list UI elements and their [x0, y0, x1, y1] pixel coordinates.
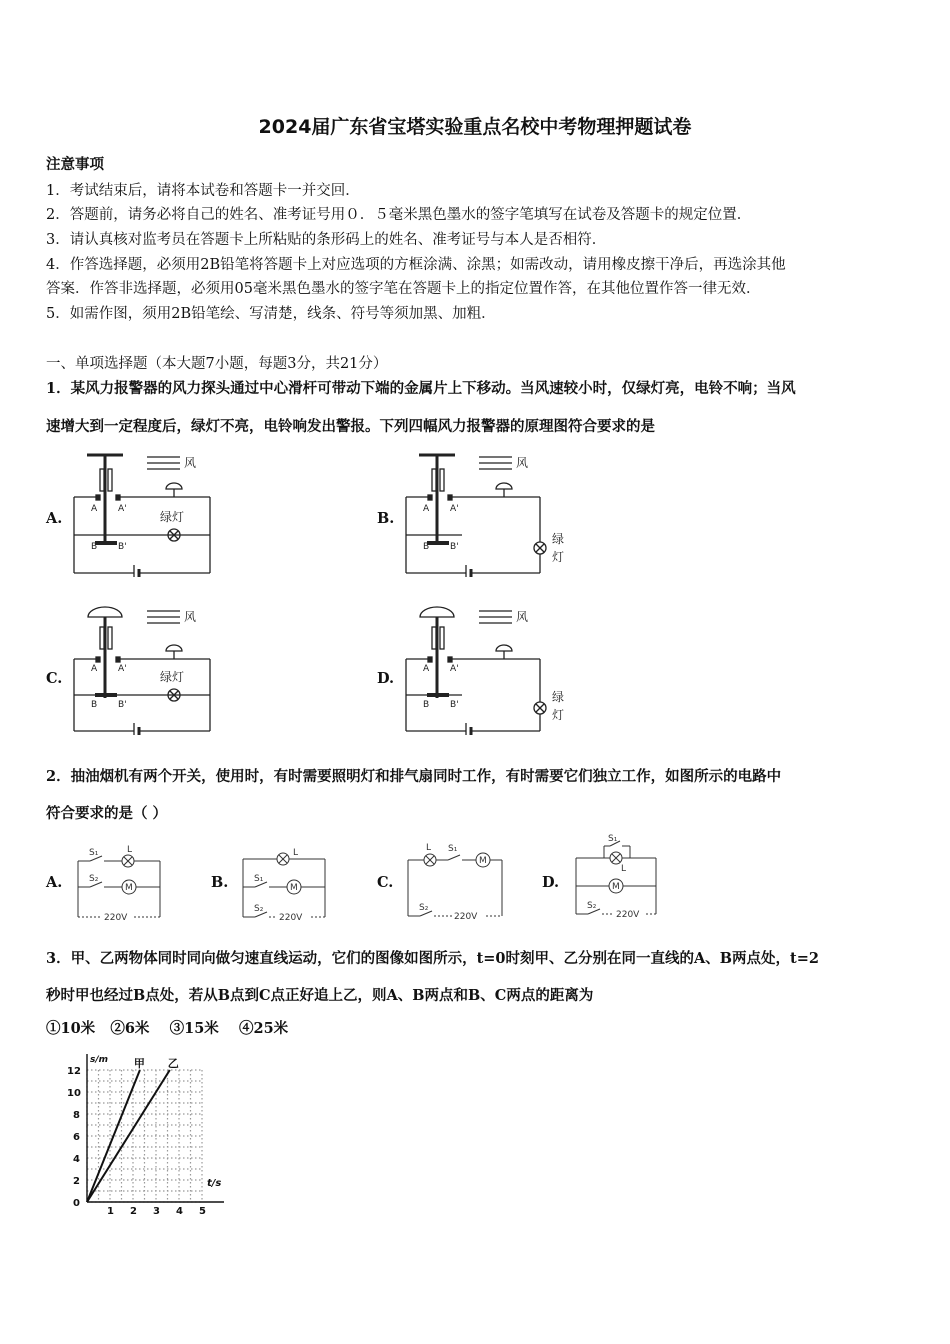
svg-text:A': A': [450, 664, 459, 674]
notice-heading: 注意事项: [46, 156, 104, 173]
svg-text:M: M: [290, 883, 298, 893]
svg-text:220V: 220V: [104, 913, 128, 923]
wind-label: 风: [184, 456, 197, 470]
svg-text:风: 风: [516, 610, 529, 624]
svg-text:220V: 220V: [279, 913, 303, 923]
q2-option-b-label[interactable]: B.: [211, 874, 229, 891]
q2-circuit-c: [402, 838, 510, 926]
y-axis-label: s/m: [90, 1055, 109, 1065]
y-tick-label: 12: [67, 1066, 81, 1077]
q2-option-d-label[interactable]: D.: [542, 874, 560, 891]
svg-text:A: A: [91, 664, 98, 674]
svg-text:220V: 220V: [616, 910, 640, 920]
y-tick-label: 10: [67, 1088, 81, 1099]
q2-circuit-a: [72, 843, 167, 925]
question-2-line-1: 2．抽油烟机有两个开关，使用时，有时需要照明灯和排气扇同时工作，有时需要它们独立工作，如图所示的电路中: [46, 768, 782, 785]
svg-text:L: L: [621, 864, 627, 874]
q1-option-b-label[interactable]: B.: [377, 510, 395, 527]
y-tick-label: 0: [73, 1198, 80, 1209]
svg-text:L: L: [293, 848, 299, 858]
svg-text:B: B: [91, 542, 98, 552]
y-tick-label: 4: [73, 1154, 80, 1165]
svg-text:M: M: [612, 882, 620, 892]
page-title: 2024届广东省宝塔实验重点名校中考物理押题试卷: [258, 116, 692, 138]
svg-text:A: A: [91, 504, 98, 514]
q2-circuit-b: [237, 843, 332, 925]
svg-text:S₁: S₁: [89, 848, 99, 858]
x-tick-label: 3: [153, 1206, 160, 1215]
y-tick-label: 6: [73, 1132, 80, 1143]
svg-text:M: M: [125, 883, 133, 893]
svg-text:B': B': [118, 700, 127, 710]
svg-text:绿灯: 绿灯: [160, 670, 185, 684]
question-1-line-2: 速增大到一定程度后，绿灯不亮，电铃响发出警报。下列四幅风力报警器的原理图符合要求的是: [46, 418, 655, 435]
svg-text:L: L: [127, 845, 133, 855]
q1-option-d-label[interactable]: D.: [377, 670, 395, 687]
svg-text:A: A: [423, 504, 430, 514]
svg-text:S₁: S₁: [254, 874, 264, 884]
question-3-choices: ①10米 ②6米 ③15米 ④25米: [46, 1020, 289, 1037]
notice-item: 答案．作答非选择题，必须用05毫米黑色墨水的签字笔在答题卡上的指定位置作答，在其他位置作答一律无效．: [46, 281, 761, 297]
svg-text:B: B: [423, 700, 430, 710]
q2-circuit-d: [570, 832, 665, 924]
q1-circuit-a: [70, 445, 215, 577]
notice-item: 5．如需作图，须用2B铅笔绘、写清楚，线条、符号等须加黑、加粗．: [46, 306, 496, 322]
svg-text:A: A: [423, 664, 430, 674]
svg-text:M: M: [479, 856, 487, 866]
question-2-line-2: 符合要求的是（ ）: [46, 805, 168, 822]
notice-item: 2．答题前，请务必将自己的姓名、准考证号用０．５毫米黑色墨水的签字笔填写在试卷及答题卡的规定位置．: [46, 207, 752, 223]
series-label: 乙: [167, 1057, 179, 1070]
svg-text:L: L: [426, 843, 432, 853]
y-tick-label: 2: [73, 1176, 80, 1187]
q1-circuit-c: [70, 603, 215, 735]
svg-text:灯: 灯: [552, 708, 565, 722]
notice-item: 3．请认真核对监考员在答题卡上所粘贴的条形码上的姓名、准考证号与本人是否相符．: [46, 232, 607, 248]
q1-option-a-label[interactable]: A.: [46, 510, 63, 527]
question-3-line-1: 3．甲、乙两物体同时同向做匀速直线运动，它们的图像如图所示，t=0时刻甲、乙分别在同一直线的A、B两点处，t=2: [46, 950, 819, 967]
x-tick-label: 5: [199, 1206, 206, 1215]
svg-text:绿: 绿: [552, 532, 565, 546]
svg-text:风: 风: [516, 456, 529, 470]
svg-text:A': A': [450, 504, 459, 514]
x-tick-label: 2: [130, 1206, 137, 1215]
svg-text:S₁: S₁: [608, 834, 618, 844]
question-1-line-1: 1．某风力报警器的风力探头通过中心滑杆可带动下端的金属片上下移动。当风速较小时，仅绿灯亮，电铃不响；当风: [46, 380, 796, 397]
svg-text:A': A': [118, 504, 127, 514]
q2-option-a-label[interactable]: A.: [46, 874, 63, 891]
question-3-line-2: 秒时甲也经过B点处，若从B点到C点正好追上乙，则A、B两点和B、C两点的距离为: [46, 987, 594, 1004]
svg-text:B: B: [91, 700, 98, 710]
svg-text:S₂: S₂: [254, 904, 264, 914]
svg-text:A': A': [118, 664, 127, 674]
q3-distance-time-chart: [60, 1050, 235, 1215]
svg-text:S₂: S₂: [89, 874, 99, 884]
series-label: 甲: [133, 1057, 145, 1070]
svg-text:S₁: S₁: [448, 844, 458, 854]
q1-circuit-d: [402, 603, 572, 735]
svg-text:绿: 绿: [552, 690, 565, 704]
y-tick-label: 8: [73, 1110, 80, 1121]
svg-text:S₂: S₂: [587, 901, 597, 911]
x-axis-label: t/s: [207, 1178, 222, 1189]
q2-option-c-label[interactable]: C.: [377, 874, 394, 891]
svg-text:B': B': [118, 542, 127, 552]
svg-text:B': B': [450, 700, 459, 710]
svg-text:风: 风: [184, 610, 197, 624]
svg-text:S₂: S₂: [419, 903, 429, 913]
svg-text:B': B': [450, 542, 459, 552]
q1-circuit-b: [402, 445, 572, 577]
svg-text:220V: 220V: [454, 912, 478, 922]
notice-item: 1．考试结束后，请将本试卷和答题卡一并交回．: [46, 183, 360, 199]
x-tick-label: 1: [107, 1206, 114, 1215]
svg-text:灯: 灯: [552, 550, 565, 564]
section-heading: 一、单项选择题（本大题7小题，每题3分，共21分）: [46, 356, 388, 372]
svg-text:B: B: [423, 542, 430, 552]
notice-item: 4．作答选择题，必须用2B铅笔将答题卡上对应选项的方框涂满、涂黑；如需改动，请用橡皮擦干净后，再选涂其他: [46, 257, 786, 273]
svg-text:绿灯: 绿灯: [160, 510, 185, 524]
x-tick-label: 4: [176, 1206, 183, 1215]
q1-option-c-label[interactable]: C.: [46, 670, 63, 687]
